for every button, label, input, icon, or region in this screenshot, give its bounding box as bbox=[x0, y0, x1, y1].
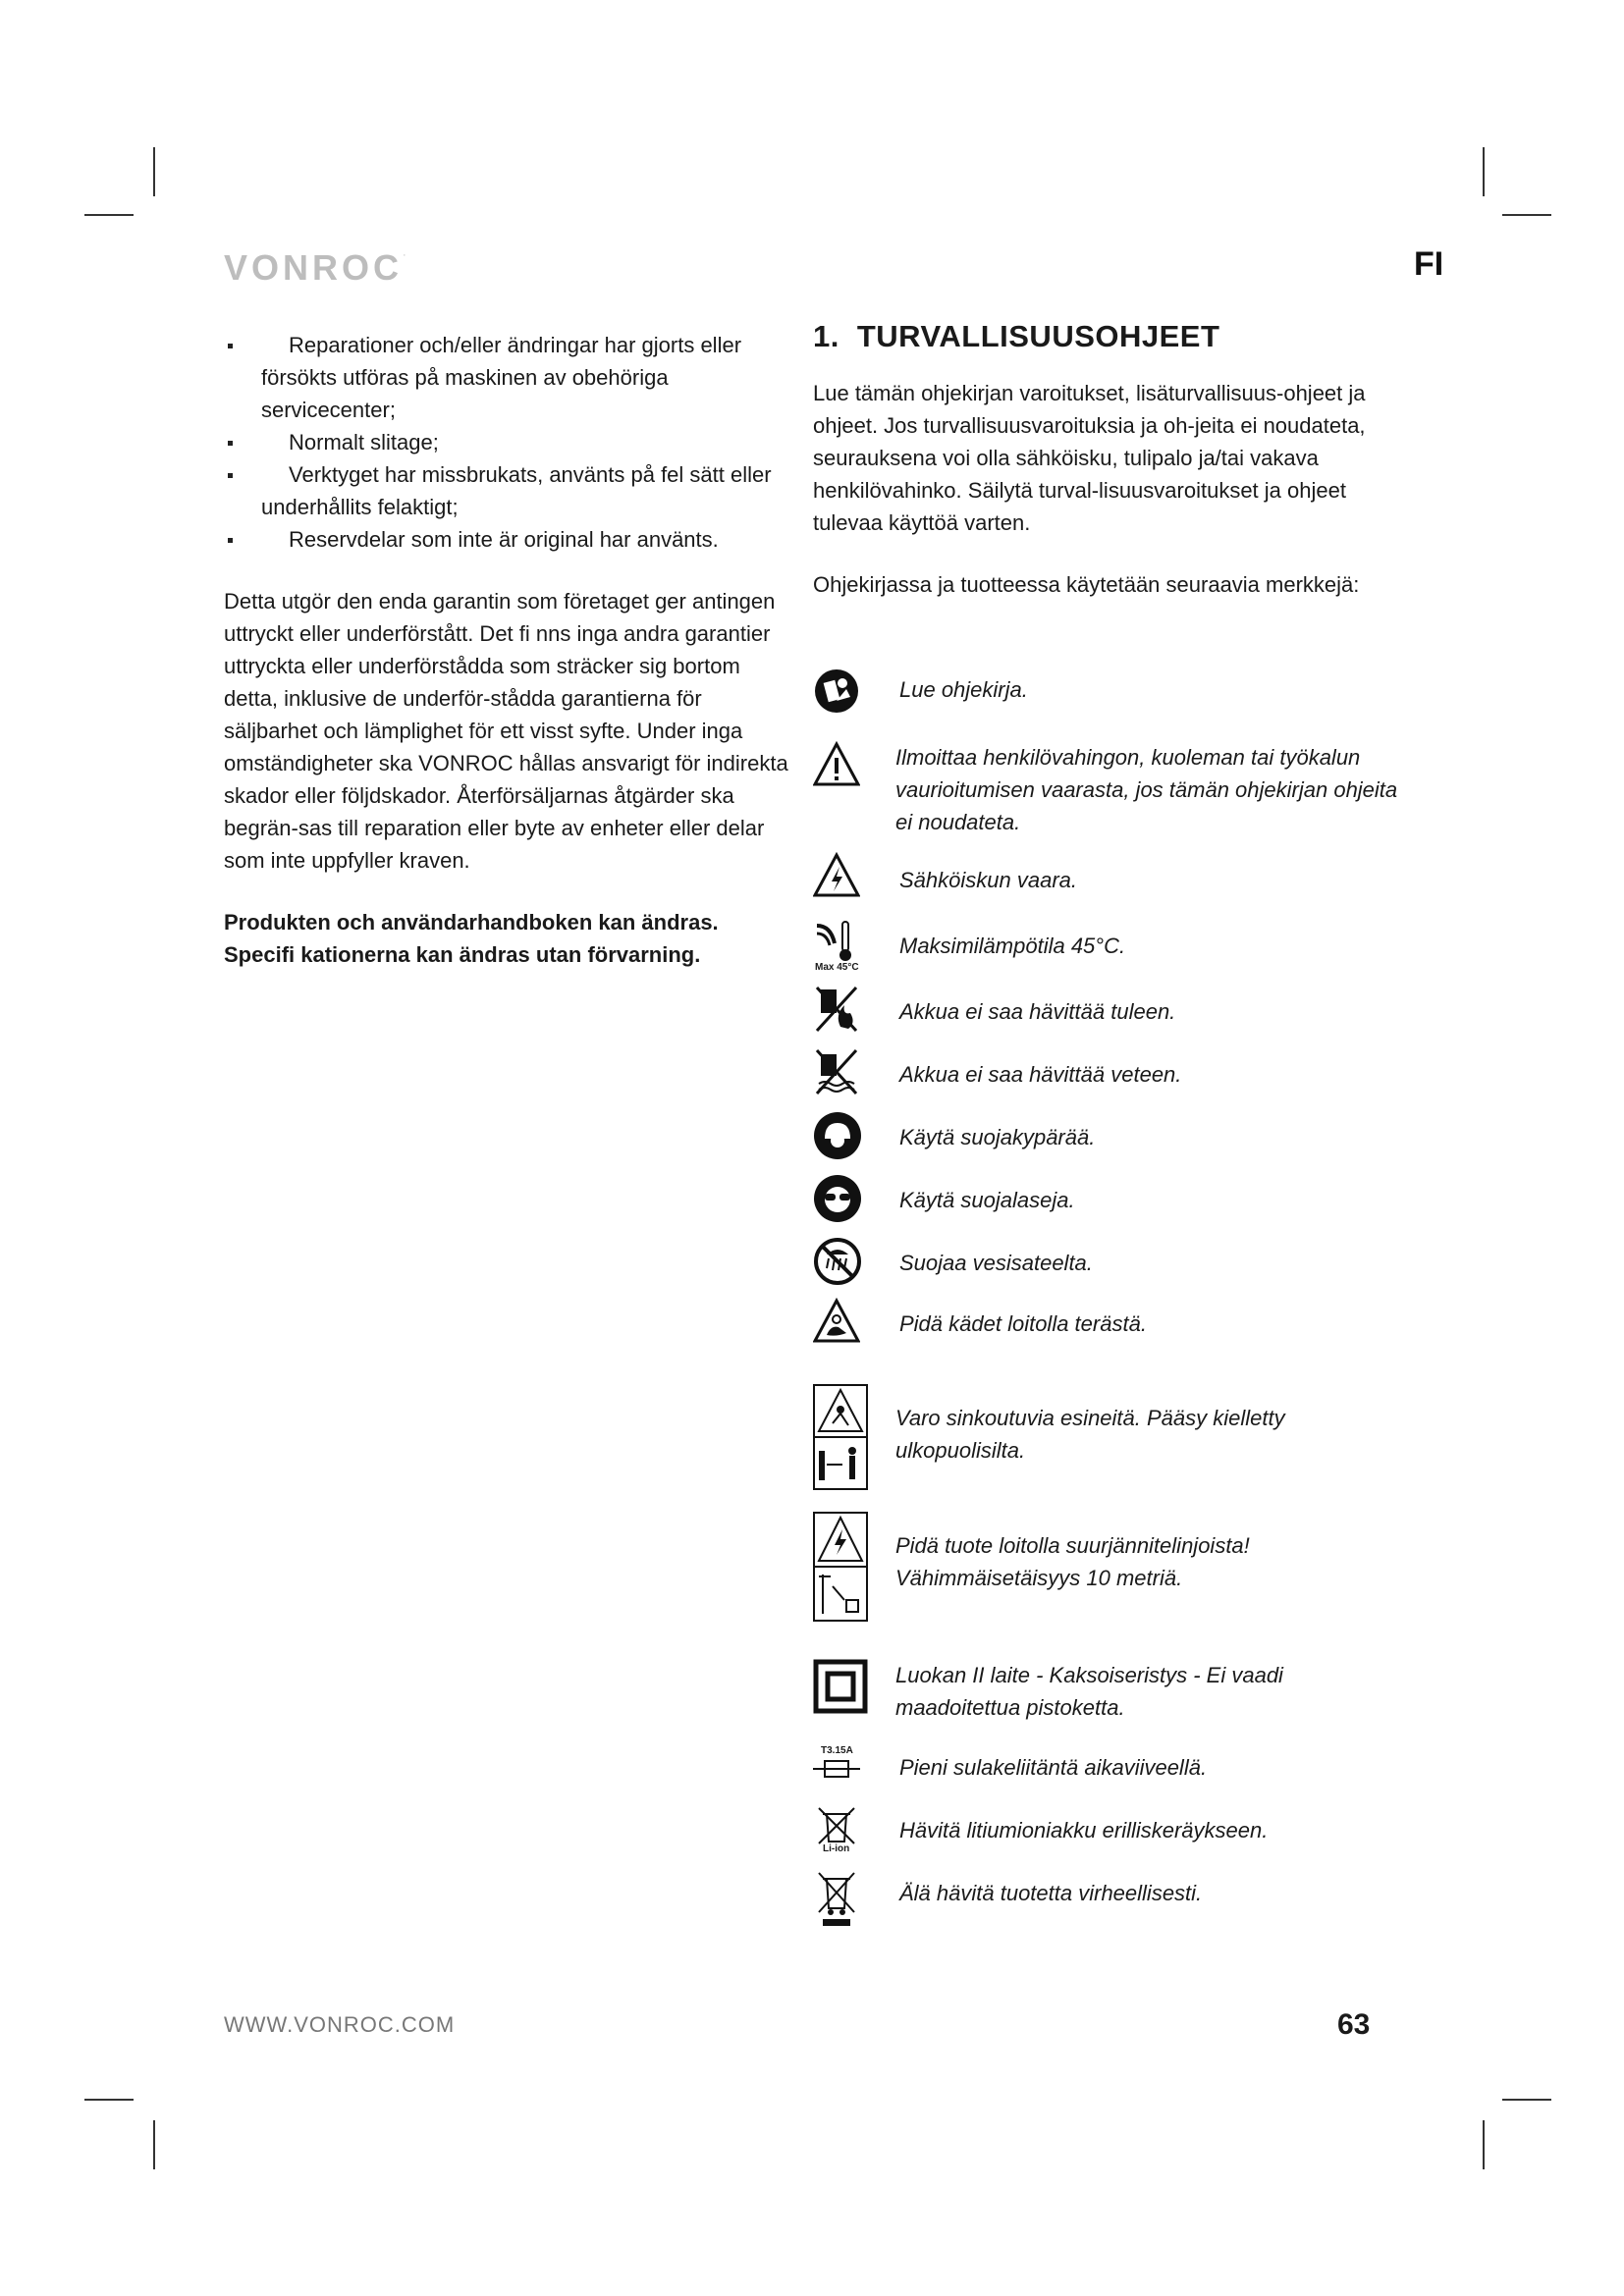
no-water-battery-icon bbox=[813, 1046, 860, 1097]
symbol-description: Varo sinkoutuvia esineitä. Pääsy kielletty ulkopuolisilta. bbox=[895, 1406, 1285, 1463]
no-rain-icon bbox=[813, 1237, 862, 1286]
symbol-description: Ilmoittaa henkilövahingon, kuoleman tai työkalun vaurioitumisen vaarasta, jos tämän ohjekirjan ohjeita ei noudateta. bbox=[895, 745, 1398, 834]
flying-objects-icon bbox=[813, 1384, 868, 1490]
symbol-description: Pieni sulakeliitäntä aikaviiveellä. bbox=[899, 1755, 1208, 1780]
symbols-intro: Ohjekirjassa ja tuotteessa käytetään seuraavia merkkejä: bbox=[813, 572, 1360, 597]
helmet-icon bbox=[813, 1111, 862, 1160]
left-column bbox=[224, 329, 793, 971]
class-ii-icon bbox=[813, 1659, 868, 1714]
list-item: Verktyget har missbrukats, använts på fel sätt eller underhållits felaktigt; bbox=[224, 458, 793, 523]
footer-url: WWW.VONROC.COM bbox=[224, 2012, 456, 2037]
safety-glasses-icon bbox=[813, 1174, 862, 1223]
electric-shock-icon bbox=[813, 852, 860, 899]
symbol-description: Maksimilämpötila 45°C. bbox=[899, 934, 1126, 958]
list-item: Normalt slitage; bbox=[224, 426, 793, 458]
symbol-description: Luokan II laite - Kaksoiseristys - Ei vaadi maadoitettua pistoketta. bbox=[895, 1663, 1283, 1720]
crop-mark bbox=[1502, 214, 1551, 216]
symbol-description: Pidä tuote loitolla suurjännitelinjoista! Vähimmäisetäisyys 10 metriä. bbox=[895, 1533, 1250, 1590]
icon-label: Li-ion bbox=[823, 1843, 850, 1854]
crop-mark bbox=[84, 214, 134, 216]
right-column bbox=[813, 320, 1402, 601]
warranty-paragraph: Detta utgör den enda garantin som företaget ger antingen uttryckt eller underförstått. Det fi nns inga andra garantier uttryckta eller underförstådda som sträcker sig bortom detta, inklusive de underför-stådda garantierna för säljbarhet och lämplighet för ett visst syfte. Under inga omständigheter ska VONROC hållas ansvarigt för indirekta skador eller följdskador. Återförsäljarnas åtgärder ska begrän-sas till reparation eller byte av enheter eller delar som inte uppfyller kraven. bbox=[224, 589, 788, 873]
warning-icon bbox=[813, 741, 860, 788]
crop-mark bbox=[1502, 2099, 1551, 2101]
crop-mark bbox=[153, 147, 155, 196]
section-heading: 1. TURVALLISUUSOHJEET bbox=[813, 319, 1220, 353]
symbol-description: Pidä kädet loitolla terästä. bbox=[899, 1311, 1147, 1336]
no-fire-battery-icon bbox=[813, 984, 860, 1035]
intro-paragraph: Lue tämän ohjekirjan varoitukset, lisäturvallisuus-ohjeet ja ohjeet. Jos turvallisuusvaroituksia ja oh-jeita ei noudateta, seurauksena voi olla sähköisku, tulipalo ja/tai vakava henkilövahinko. Säilytä turval-lisuusvaroitukset ja ohjeet tulevaa käyttöä varten. bbox=[813, 381, 1366, 535]
icon-label: T3.15A bbox=[821, 1745, 853, 1756]
symbol-description: Älä hävitä tuotetta virheellisesti. bbox=[899, 1881, 1203, 1905]
brand-logo: VONROC· bbox=[224, 247, 406, 288]
fuse-icon bbox=[813, 1757, 860, 1781]
symbol-description: Hävitä litiumioniakku erilliskeräykseen. bbox=[899, 1818, 1269, 1842]
language-code: FI bbox=[1414, 245, 1444, 283]
list-item: Reservdelar som inte är original har använts. bbox=[224, 523, 793, 556]
symbol-description: Lue ohjekirja. bbox=[899, 677, 1028, 702]
crop-mark bbox=[84, 2099, 134, 2101]
power-lines-icon bbox=[813, 1512, 868, 1622]
weee-icon bbox=[813, 1869, 860, 1928]
page-number: 63 bbox=[1337, 2008, 1371, 2041]
read-manual-icon bbox=[813, 667, 860, 715]
warranty-exclusions-list bbox=[224, 329, 793, 556]
crop-mark bbox=[1483, 147, 1485, 196]
crop-mark bbox=[1483, 2120, 1485, 2169]
symbol-description: Käytä suojakypärää. bbox=[899, 1125, 1096, 1149]
hands-away-icon bbox=[813, 1298, 860, 1345]
symbol-description: Suojaa vesisateelta. bbox=[899, 1251, 1093, 1275]
symbol-description: Käytä suojalaseja. bbox=[899, 1188, 1075, 1212]
symbol-description: Akkua ei saa hävittää tuleen. bbox=[899, 999, 1176, 1024]
symbol-description: Akkua ei saa hävittää veteen. bbox=[899, 1062, 1182, 1087]
list-item: Reparationer och/eller ändringar har gjorts eller försökts utföras på maskinen av obehöriga servicecenter; bbox=[224, 329, 793, 426]
icon-label: Max 45°C bbox=[815, 962, 859, 973]
crop-mark bbox=[153, 2120, 155, 2169]
change-notice: Produkten och användarhandboken kan ändras. Specifi kationerna kan ändras utan förvarning. bbox=[224, 910, 719, 967]
symbol-description: Sähköiskun vaara. bbox=[899, 868, 1077, 892]
